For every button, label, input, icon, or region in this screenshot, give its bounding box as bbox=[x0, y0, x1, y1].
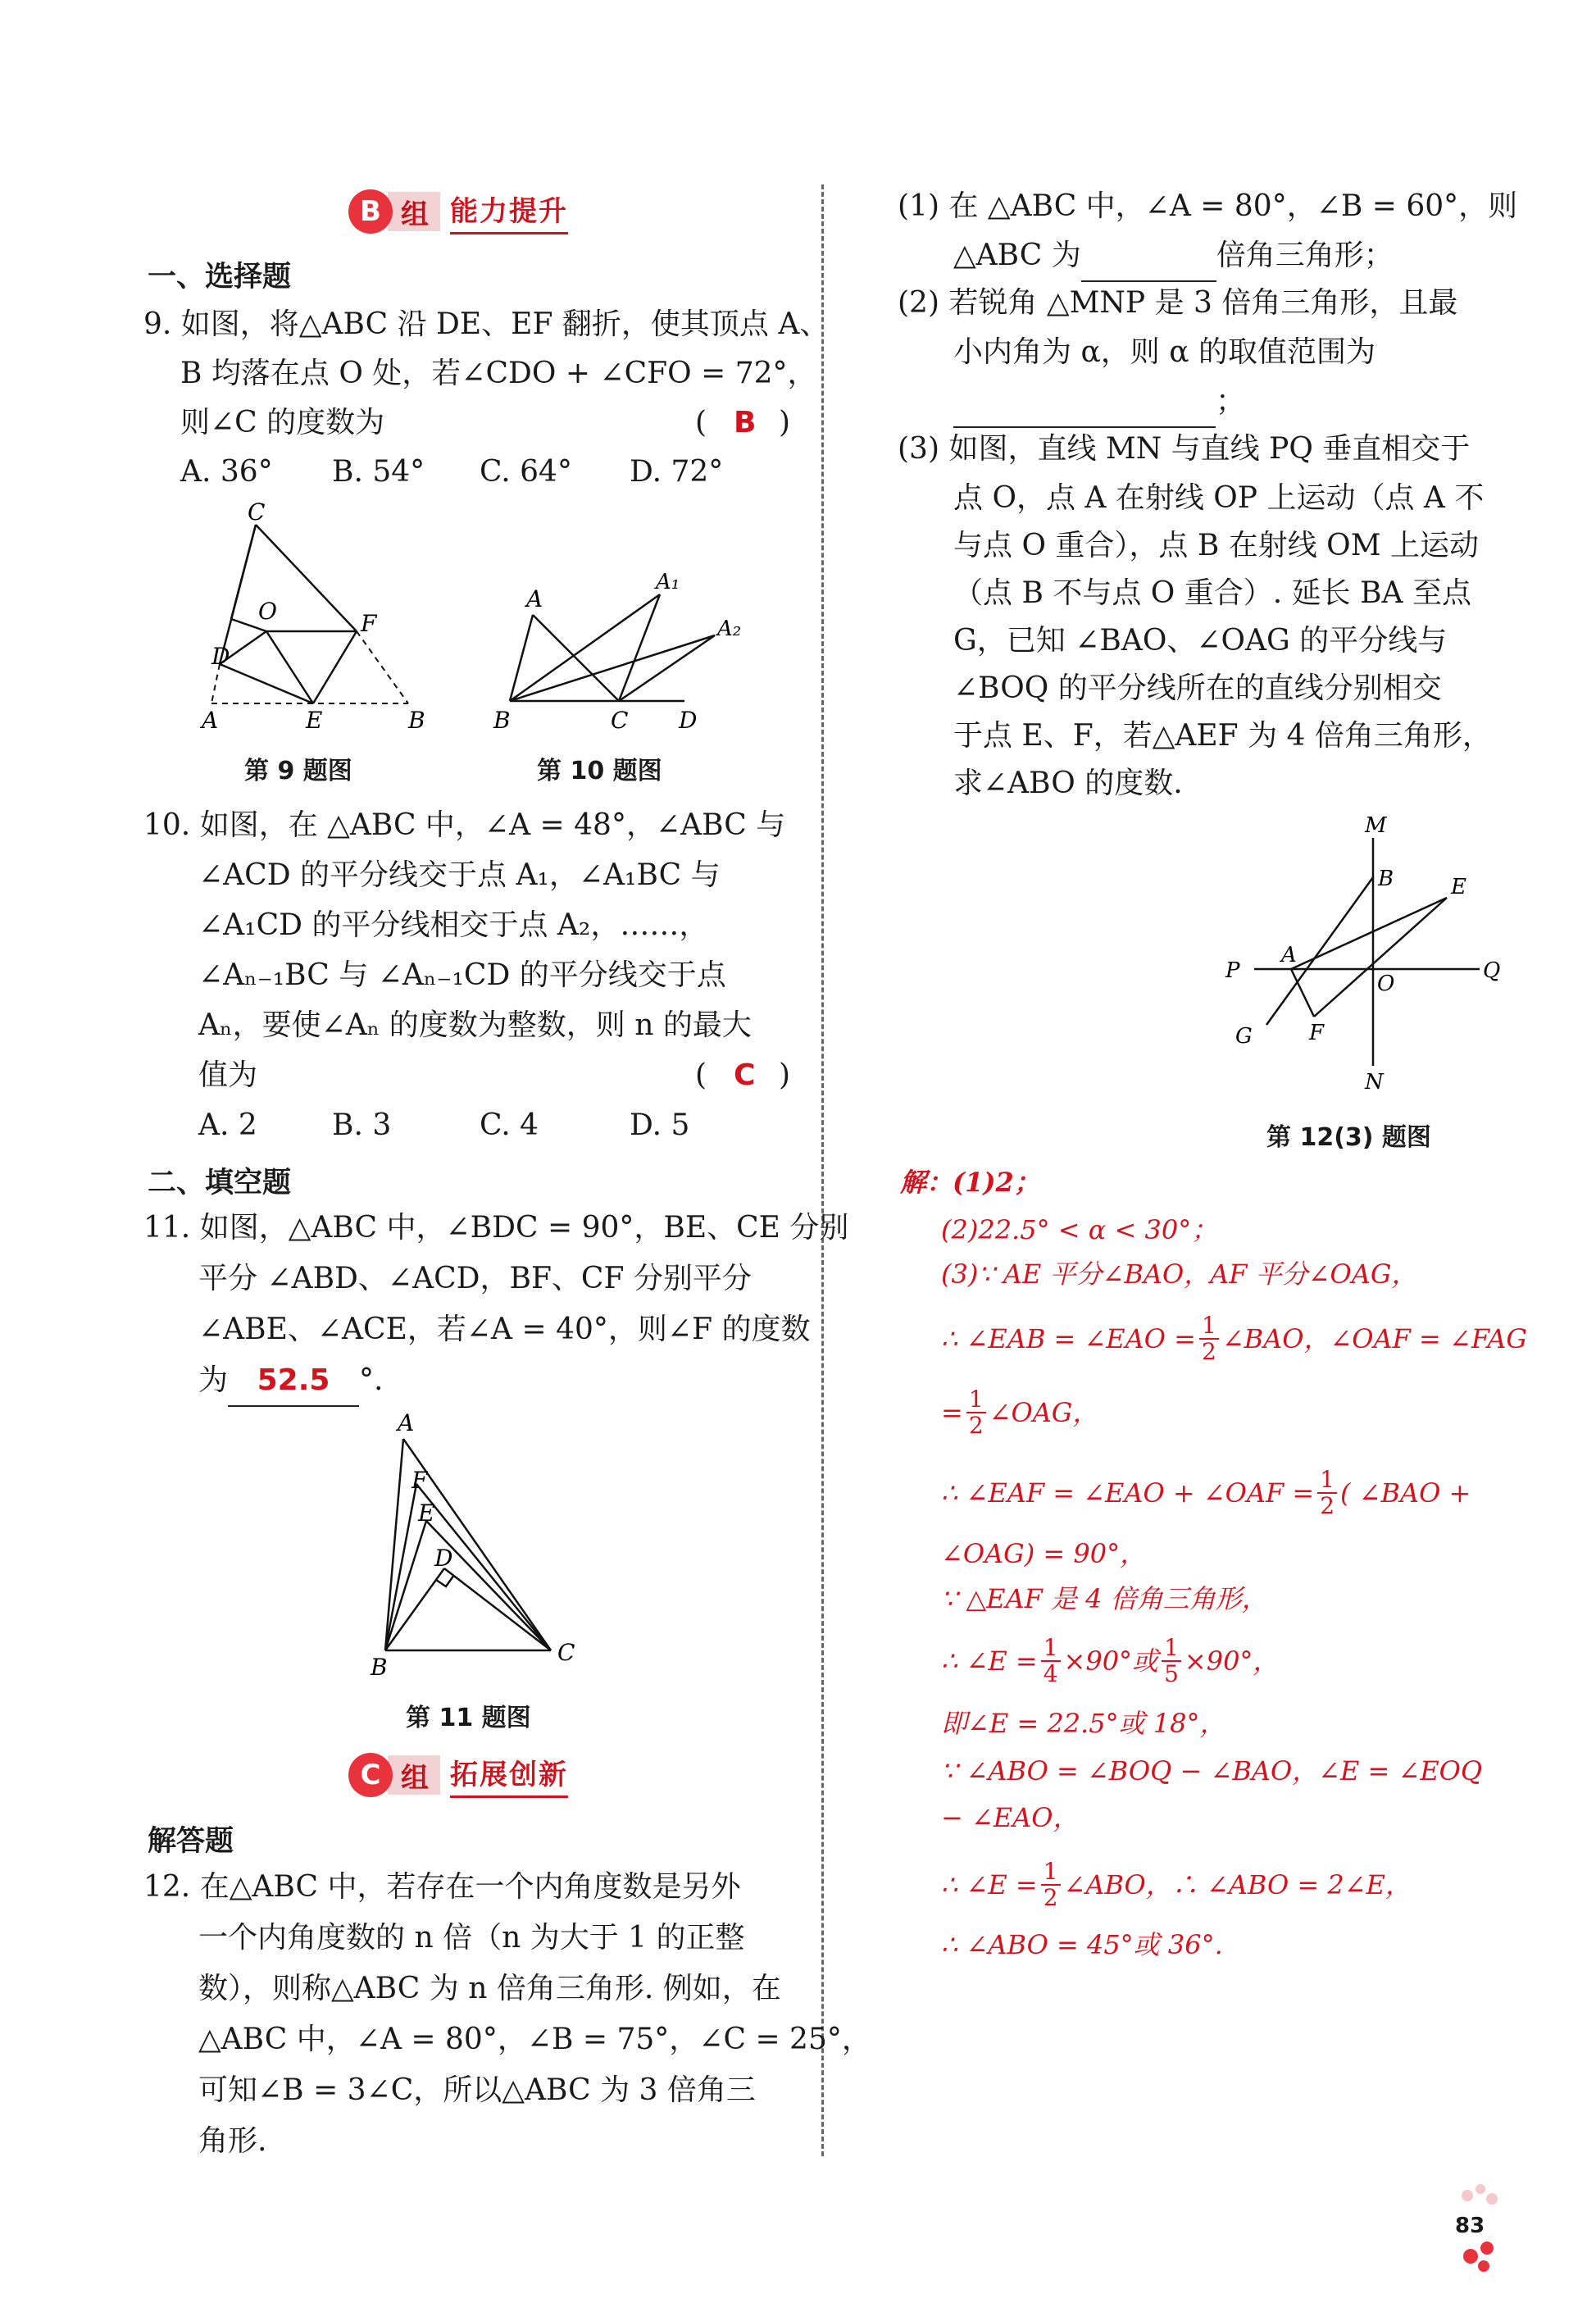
frac-den: 2 bbox=[1043, 1884, 1058, 1911]
fig9-label-o: O bbox=[258, 598, 277, 625]
group-b-title: 能力提升 bbox=[450, 189, 568, 234]
group-c-banner bbox=[348, 1750, 568, 1800]
q12-part2-line3 bbox=[953, 377, 1245, 428]
fraction-half bbox=[966, 1387, 986, 1438]
q12-part3-line1: (3) 如图，直线 MN 与直线 PQ 垂直相交于 bbox=[898, 432, 1471, 466]
q11-line2: 平分 ∠ABD、∠ACD，BF、CF 分别平分 bbox=[198, 1262, 752, 1295]
fig11-caption: 第 11 题图 bbox=[406, 1704, 531, 1732]
q10-line4: ∠Aₙ₋₁BC 与 ∠Aₙ₋₁CD 的平分线交于点 bbox=[198, 958, 726, 992]
frac-den: 2 bbox=[1201, 1338, 1216, 1365]
q11-line1: 11. 如图，△ABC 中，∠BDC = 90°，BE、CE 分别 bbox=[143, 1211, 849, 1245]
q9-paren-left: ( bbox=[695, 406, 707, 439]
q12-part2-line1: (2) 若锐角 △MNP 是 3 倍角三角形，且最 bbox=[898, 286, 1458, 320]
solution-line1: 解：(1)2； bbox=[900, 1167, 1040, 1198]
solution-line6a: ∴ ∠EAF = ∠EAO + ∠OAF = bbox=[941, 1477, 1315, 1509]
frac-num: 1 bbox=[1041, 1636, 1061, 1662]
q12-part3-line4: （点 B 不与点 O 重合）. 延长 BA 至点 bbox=[953, 576, 1471, 610]
fig12-label-g: G bbox=[1235, 1024, 1253, 1049]
solution-line13a: ∴ ∠E = bbox=[941, 1869, 1038, 1900]
page-number: 83 bbox=[1455, 2214, 1485, 2238]
frac-den: 2 bbox=[1320, 1492, 1335, 1519]
solution-line7: ∠OAG) = 90°， bbox=[941, 1538, 1147, 1569]
solution-line5b: ∠OAG， bbox=[989, 1397, 1099, 1428]
frac-num: 1 bbox=[1317, 1468, 1337, 1494]
q12-part2-line2: 小内角为 α，则 α 的取值范围为 bbox=[953, 335, 1375, 369]
fig11-label-f: F bbox=[412, 1467, 428, 1494]
fig9-caption: 第 9 题图 bbox=[244, 757, 352, 785]
group-b-banner bbox=[348, 187, 568, 236]
solution-line9 bbox=[941, 1636, 1279, 1686]
q10-paren-right: ) bbox=[779, 1058, 791, 1092]
fig9-label-c: C bbox=[248, 500, 266, 526]
q10-line6: 值为 bbox=[198, 1058, 258, 1092]
q9-option-a: A. 36° bbox=[180, 455, 273, 489]
q12-part3-line2: 点 O，点 A 在射线 OP 上运动（点 A 不 bbox=[953, 481, 1485, 515]
q12-part1-line1: (1) 在 △ABC 中，∠A = 80°，∠B = 60°，则 bbox=[898, 189, 1518, 223]
q11-line3: ∠ABE、∠ACE，若∠A = 40°，则∠F 的度数 bbox=[198, 1313, 811, 1346]
q12-part2-semicolon: ； bbox=[1216, 385, 1246, 418]
fig9-label-d: D bbox=[211, 643, 230, 670]
fig12-label-q: Q bbox=[1483, 958, 1501, 983]
fig12-label-m: M bbox=[1365, 813, 1387, 838]
group-c-badge: C bbox=[348, 1753, 393, 1797]
fig11-label-d: D bbox=[434, 1545, 453, 1572]
q12-line5: 可知∠B = 3∠C，所以△ABC 为 3 倍角三 bbox=[198, 2073, 756, 2107]
q12-part1-blank bbox=[1081, 231, 1216, 282]
q12-part1-line2a: △ABC 为 bbox=[953, 239, 1081, 272]
fig12-label-a: A bbox=[1281, 943, 1297, 967]
q12-part1-line2 bbox=[953, 231, 1394, 282]
solution-line8: ∵ △EAF 是 4 倍角三角形， bbox=[941, 1583, 1268, 1614]
group-c-word: 组 bbox=[388, 1755, 440, 1795]
q9-answer: B bbox=[734, 406, 757, 439]
solution-line12: − ∠EAO， bbox=[941, 1802, 1080, 1833]
frac-den: 2 bbox=[968, 1412, 984, 1439]
fraction-quarter bbox=[1041, 1636, 1061, 1686]
section-fill-heading: 二、填空题 bbox=[148, 1167, 292, 1199]
q9-line1: 9. 如图，将△ABC 沿 DE、EF 翻折，使其顶点 A、 bbox=[143, 307, 830, 341]
fig9-label-a: A bbox=[202, 707, 219, 734]
fig11-label-e: E bbox=[418, 1500, 435, 1527]
q12-line4: △ABC 中，∠A = 80°，∠B = 75°，∠C = 25°， bbox=[198, 2023, 871, 2056]
q10-option-c: C. 4 bbox=[480, 1108, 539, 1142]
solution-line5 bbox=[941, 1387, 1098, 1438]
q9-option-c: C. 64° bbox=[480, 455, 572, 489]
fig12-label-b: B bbox=[1378, 867, 1394, 891]
group-c-title: 拓展创新 bbox=[450, 1752, 568, 1798]
q10-line5: Aₙ，要使∠Aₙ 的度数为整数，则 n 的最大 bbox=[198, 1008, 752, 1042]
figure-9 bbox=[197, 500, 443, 738]
q9-paren-right: ) bbox=[779, 406, 791, 439]
fig12-label-o: O bbox=[1377, 972, 1395, 996]
q10-line1: 10. 如图，在 △ABC 中，∠A = 48°，∠ABC 与 bbox=[143, 808, 786, 842]
solution-line4a: ∴ ∠EAB = ∠EAO = bbox=[941, 1323, 1196, 1354]
fig12-label-p: P bbox=[1225, 958, 1240, 983]
q9-option-b: B. 54° bbox=[332, 455, 425, 489]
q12-part3-line8: 求∠ABO 的度数. bbox=[953, 767, 1183, 800]
solution-line6 bbox=[941, 1468, 1471, 1518]
section-answer-heading: 解答题 bbox=[148, 1825, 234, 1858]
q11-line4-pre: 为 bbox=[198, 1363, 229, 1397]
q12-line2: 一个内角度数的 n 倍（n 为大于 1 的正整 bbox=[198, 1921, 745, 1955]
fraction-half bbox=[1199, 1313, 1219, 1364]
q11-line4 bbox=[198, 1356, 383, 1407]
q12-part3-line6: ∠BOQ 的平分线所在的直线分别相交 bbox=[953, 671, 1442, 705]
frac-num: 1 bbox=[1162, 1636, 1181, 1662]
fig11-label-b: B bbox=[371, 1654, 388, 1677]
group-b-badge: B bbox=[348, 189, 393, 234]
fraction-half bbox=[1041, 1859, 1061, 1910]
frac-num: 1 bbox=[1199, 1313, 1219, 1340]
solution-line3: (3)∵ AE 平分∠BAO，AF 平分∠OAG， bbox=[941, 1258, 1418, 1290]
fig10-label-b: B bbox=[493, 707, 511, 734]
solution-line6b: ( ∠BAO + bbox=[1340, 1477, 1471, 1509]
fig10-label-a1: A₁ bbox=[656, 570, 680, 594]
frac-den: 5 bbox=[1164, 1660, 1179, 1687]
fig10-label-a: A bbox=[526, 585, 543, 612]
fig9-label-f: F bbox=[361, 610, 377, 637]
figure-11 bbox=[361, 1406, 607, 1677]
solution-line4 bbox=[941, 1313, 1527, 1364]
solution-line13b: ∠ABO，∴ ∠ABO = 2∠E， bbox=[1063, 1869, 1412, 1900]
section-choice-heading: 一、选择题 bbox=[148, 261, 292, 294]
solution-line10: 即∠E = 22.5°或 18°， bbox=[941, 1708, 1226, 1739]
q9-line3: 则∠C 的度数为 bbox=[180, 406, 385, 439]
frac-num: 1 bbox=[1041, 1859, 1061, 1886]
solution-line9a: ∴ ∠E = bbox=[941, 1645, 1038, 1677]
solution-line14: ∴ ∠ABO = 45°或 36°. bbox=[941, 1929, 1223, 1960]
fig10-caption: 第 10 题图 bbox=[537, 757, 662, 785]
q11-answer: 52.5 bbox=[228, 1356, 359, 1407]
fraction-fifth bbox=[1162, 1636, 1181, 1686]
solution-line4b: ∠BAO，∠OAF = ∠FAG bbox=[1221, 1323, 1527, 1354]
frac-den: 4 bbox=[1043, 1660, 1058, 1687]
q9-option-d: D. 72° bbox=[630, 455, 724, 489]
fig9-label-e: E bbox=[306, 707, 323, 734]
q10-paren-left: ( bbox=[695, 1058, 707, 1092]
solution-line5a: = bbox=[941, 1397, 963, 1428]
fig11-label-a: A bbox=[398, 1409, 415, 1436]
q12-part3-line5: G，已知 ∠BAO、∠OAG 的平分线与 bbox=[953, 624, 1448, 658]
fig9-label-b: B bbox=[408, 707, 425, 734]
q12-line1: 12. 在△ABC 中，若存在一个内角度数是另外 bbox=[143, 1870, 741, 1904]
q12-line6: 角形. bbox=[198, 2124, 267, 2158]
fig10-label-d: D bbox=[679, 707, 698, 734]
q12-part2-blank bbox=[953, 377, 1216, 428]
group-b-word: 组 bbox=[388, 192, 440, 231]
frac-num: 1 bbox=[966, 1387, 986, 1413]
q10-option-d: D. 5 bbox=[630, 1108, 690, 1142]
fig12-label-n: N bbox=[1365, 1070, 1384, 1095]
q12-part3-line7: 于点 E、F，若△AEF 为 4 倍角三角形， bbox=[953, 719, 1492, 753]
fig12-label-e: E bbox=[1451, 875, 1466, 899]
fig12-caption: 第 12(3) 题图 bbox=[1266, 1123, 1431, 1152]
figure-12-3 bbox=[1217, 812, 1512, 1099]
q11-line4-post: °. bbox=[359, 1363, 384, 1397]
q12-part3-line3: 与点 O 重合），点 B 在射线 OM 上运动 bbox=[953, 529, 1480, 562]
solution-line9c: ×90°， bbox=[1184, 1645, 1280, 1677]
figure-10 bbox=[484, 566, 746, 738]
q10-answer: C bbox=[734, 1058, 756, 1092]
q10-option-b: B. 3 bbox=[332, 1108, 392, 1142]
solution-line13 bbox=[941, 1859, 1412, 1910]
solution-line2: (2)22.5° < α < 30°； bbox=[941, 1214, 1218, 1245]
q12-line3: 数），则称△ABC 为 n 倍角三角形. 例如，在 bbox=[198, 1972, 781, 2005]
fig10-label-a2: A₂ bbox=[717, 617, 742, 641]
q10-option-a: A. 2 bbox=[198, 1108, 257, 1142]
fraction-half bbox=[1317, 1468, 1337, 1518]
solution-line11: ∵ ∠ABO = ∠BOQ − ∠BAO，∠E = ∠EOQ bbox=[941, 1755, 1483, 1786]
q10-line3: ∠A₁CD 的平分线相交于点 A₂，……， bbox=[198, 908, 709, 942]
q10-line2: ∠ACD 的平分线交于点 A₁，∠A₁BC 与 bbox=[198, 858, 721, 892]
fig10-label-c: C bbox=[611, 707, 629, 734]
q9-line2: B 均落在点 O 处，若∠CDO + ∠CFO = 72°， bbox=[180, 357, 817, 390]
column-divider bbox=[821, 184, 824, 2156]
fig11-label-c: C bbox=[557, 1639, 575, 1666]
solution-line9b: ×90°或 bbox=[1063, 1645, 1159, 1677]
fig12-label-f: F bbox=[1309, 1021, 1325, 1045]
q12-part1-line2b: 倍角三角形； bbox=[1216, 239, 1394, 272]
